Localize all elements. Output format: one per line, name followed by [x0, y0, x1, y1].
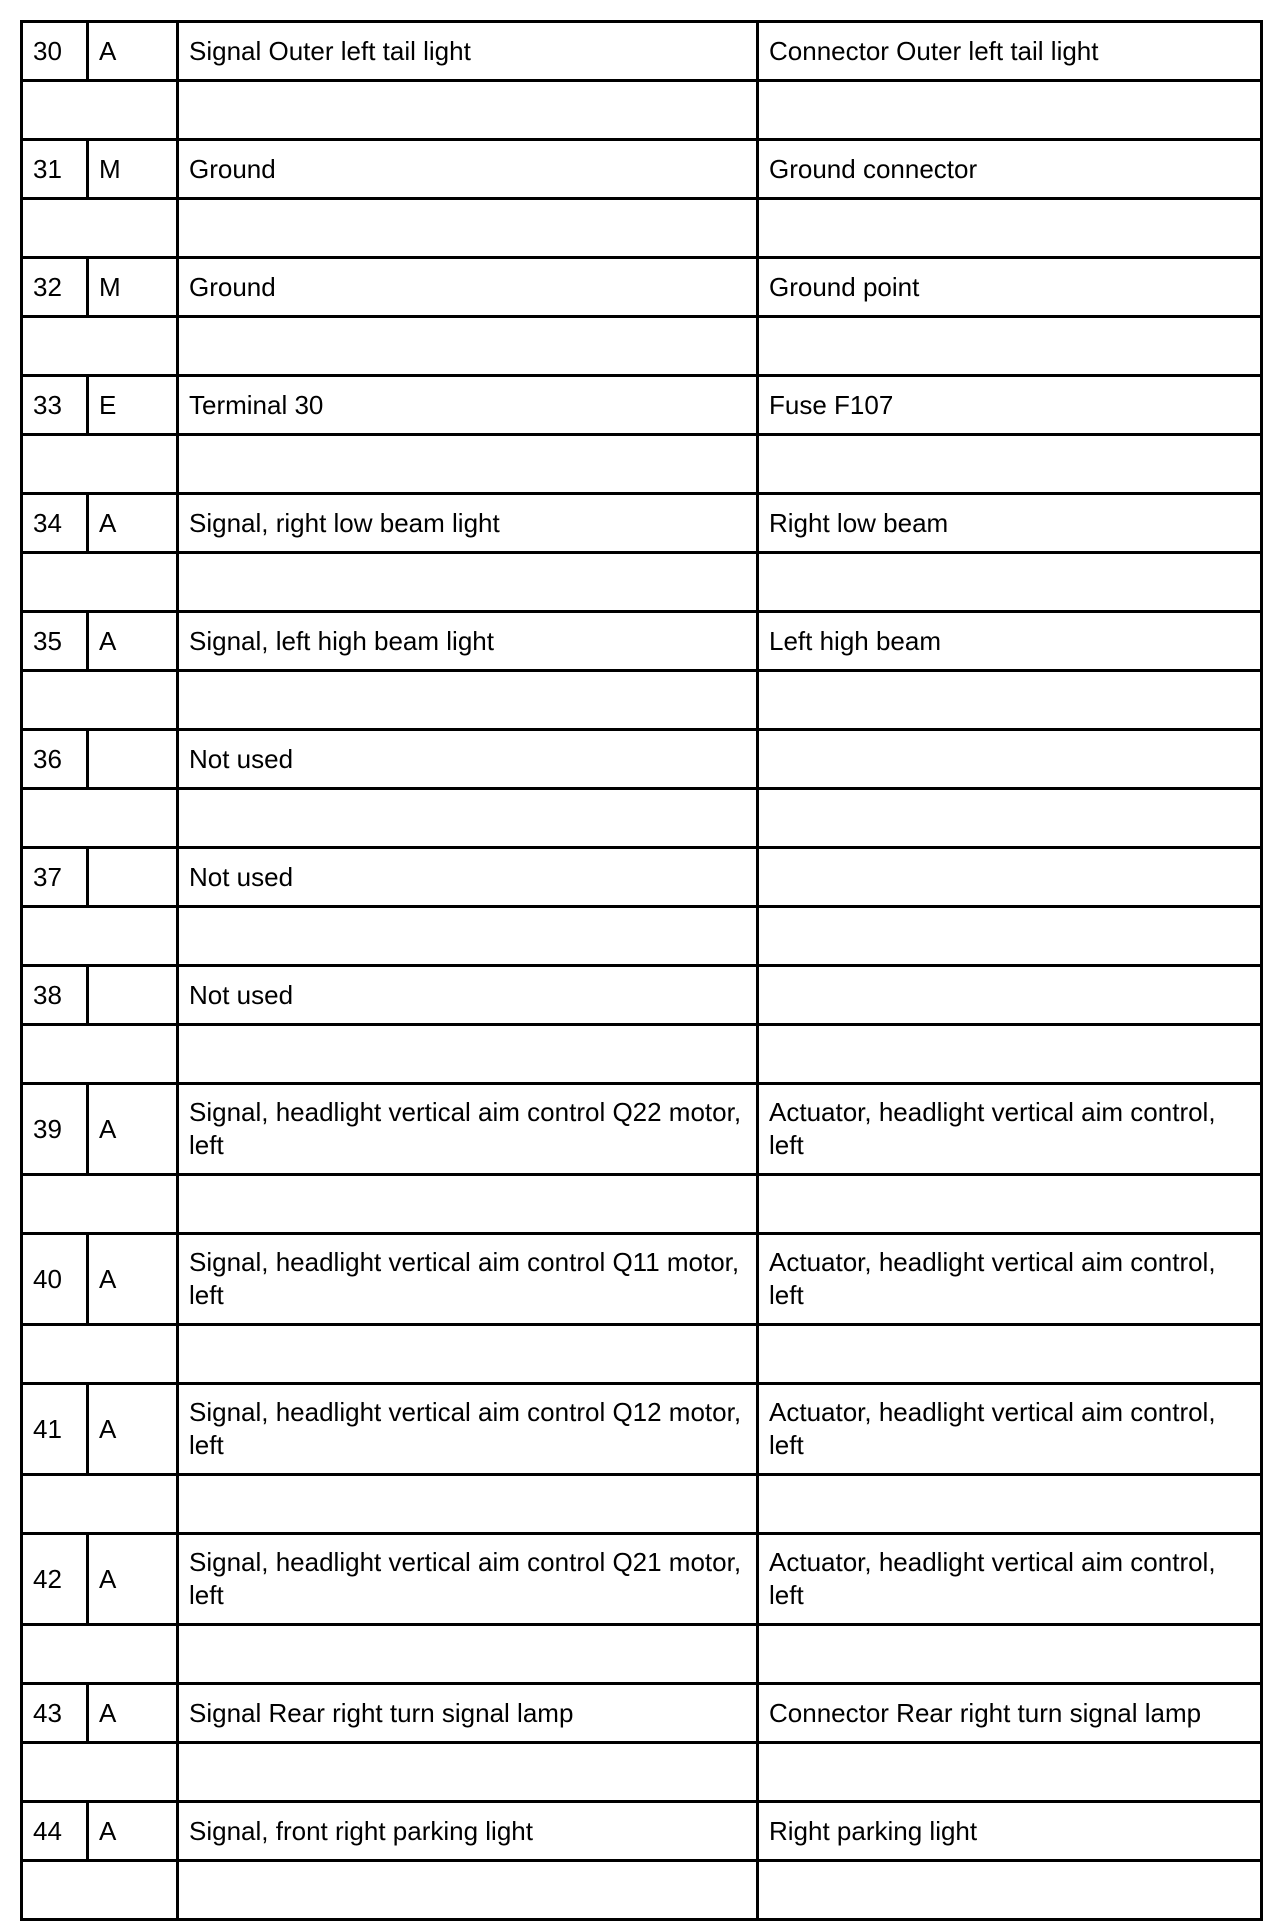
connection-cell: Right parking light	[758, 1802, 1262, 1861]
spacer-cell	[178, 907, 758, 966]
spacer-row	[22, 435, 1262, 494]
connection-cell: Actuator, headlight vertical aim control, left	[758, 1384, 1262, 1475]
spacer-cell	[758, 435, 1262, 494]
description-cell: Signal, right low beam light	[178, 494, 758, 553]
table-row	[22, 376, 1262, 435]
spacer-cell	[22, 435, 178, 494]
spacer-row	[22, 1325, 1262, 1384]
spacer-row	[22, 789, 1262, 848]
description-cell: Signal Rear right turn signal lamp	[178, 1684, 758, 1743]
description-cell: Signal, headlight vertical aim control Q12 motor, left	[178, 1384, 758, 1475]
type-cell: A	[88, 1234, 178, 1325]
type-cell: A	[88, 1534, 178, 1625]
pin-cell: 44	[22, 1802, 88, 1861]
description-cell: Ground	[178, 140, 758, 199]
spacer-cell	[22, 671, 178, 730]
type-cell: A	[88, 1684, 178, 1743]
spacer-cell	[758, 1025, 1262, 1084]
description-cell: Terminal 30	[178, 376, 758, 435]
table-row	[22, 1384, 1262, 1475]
pin-table-body	[22, 22, 1262, 1920]
spacer-cell	[22, 1475, 178, 1534]
spacer-cell	[22, 1025, 178, 1084]
type-cell: A	[88, 1802, 178, 1861]
spacer-cell	[178, 317, 758, 376]
table-row	[22, 1802, 1262, 1861]
pin-assignment-table	[20, 20, 1263, 1921]
description-cell: Not used	[178, 730, 758, 789]
spacer-cell	[758, 1175, 1262, 1234]
description-cell: Signal, headlight vertical aim control Q21 motor, left	[178, 1534, 758, 1625]
pin-cell: 35	[22, 612, 88, 671]
table-row	[22, 1234, 1262, 1325]
spacer-cell	[22, 1743, 178, 1802]
connection-cell: Actuator, headlight vertical aim control, left	[758, 1534, 1262, 1625]
spacer-cell	[758, 553, 1262, 612]
type-cell: M	[88, 258, 178, 317]
spacer-cell	[758, 1861, 1262, 1920]
spacer-row	[22, 1861, 1262, 1920]
spacer-cell	[178, 435, 758, 494]
spacer-cell	[22, 553, 178, 612]
description-cell: Signal Outer left tail light	[178, 22, 758, 81]
spacer-cell	[758, 81, 1262, 140]
connection-cell: Actuator, headlight vertical aim control, left	[758, 1234, 1262, 1325]
type-cell	[88, 848, 178, 907]
description-cell: Not used	[178, 848, 758, 907]
spacer-cell	[22, 789, 178, 848]
table-row	[22, 966, 1262, 1025]
description-cell: Not used	[178, 966, 758, 1025]
table-row	[22, 494, 1262, 553]
pin-cell: 34	[22, 494, 88, 553]
connection-cell: Connector Rear right turn signal lamp	[758, 1684, 1262, 1743]
spacer-cell	[178, 1325, 758, 1384]
spacer-cell	[22, 1325, 178, 1384]
spacer-cell	[758, 1325, 1262, 1384]
table-row	[22, 1534, 1262, 1625]
description-cell: Signal, headlight vertical aim control Q22 motor, left	[178, 1084, 758, 1175]
table-row	[22, 848, 1262, 907]
spacer-cell	[178, 1175, 758, 1234]
pin-cell: 36	[22, 730, 88, 789]
spacer-cell	[22, 199, 178, 258]
spacer-cell	[178, 671, 758, 730]
spacer-cell	[178, 1025, 758, 1084]
pin-cell: 39	[22, 1084, 88, 1175]
spacer-cell	[178, 1743, 758, 1802]
connection-cell: Ground point	[758, 258, 1262, 317]
description-cell: Signal, front right parking light	[178, 1802, 758, 1861]
description-cell: Ground	[178, 258, 758, 317]
spacer-row	[22, 81, 1262, 140]
spacer-row	[22, 553, 1262, 612]
pin-cell: 40	[22, 1234, 88, 1325]
connection-cell: Right low beam	[758, 494, 1262, 553]
connection-cell	[758, 848, 1262, 907]
spacer-cell	[22, 1861, 178, 1920]
connection-cell	[758, 730, 1262, 789]
spacer-cell	[178, 1625, 758, 1684]
spacer-cell	[758, 789, 1262, 848]
connection-cell: Fuse F107	[758, 376, 1262, 435]
spacer-cell	[758, 1743, 1262, 1802]
table-row	[22, 140, 1262, 199]
table-row	[22, 22, 1262, 81]
spacer-row	[22, 671, 1262, 730]
spacer-row	[22, 907, 1262, 966]
type-cell: A	[88, 22, 178, 81]
type-cell: A	[88, 612, 178, 671]
spacer-cell	[758, 907, 1262, 966]
table-row	[22, 258, 1262, 317]
pin-cell: 41	[22, 1384, 88, 1475]
pin-cell: 31	[22, 140, 88, 199]
table-row	[22, 730, 1262, 789]
connection-cell: Connector Outer left tail light	[758, 22, 1262, 81]
spacer-cell	[178, 1475, 758, 1534]
spacer-cell	[22, 81, 178, 140]
spacer-row	[22, 1625, 1262, 1684]
spacer-cell	[758, 671, 1262, 730]
spacer-row	[22, 1743, 1262, 1802]
description-cell: Signal, left high beam light	[178, 612, 758, 671]
type-cell	[88, 966, 178, 1025]
table-row	[22, 1684, 1262, 1743]
spacer-cell	[178, 789, 758, 848]
connection-cell	[758, 966, 1262, 1025]
spacer-cell	[22, 317, 178, 376]
spacer-cell	[178, 553, 758, 612]
pin-cell: 43	[22, 1684, 88, 1743]
pin-cell: 42	[22, 1534, 88, 1625]
description-cell: Signal, headlight vertical aim control Q11 motor, left	[178, 1234, 758, 1325]
spacer-cell	[178, 199, 758, 258]
pin-cell: 33	[22, 376, 88, 435]
table-row	[22, 1084, 1262, 1175]
type-cell: A	[88, 494, 178, 553]
type-cell: A	[88, 1084, 178, 1175]
connection-cell: Ground connector	[758, 140, 1262, 199]
spacer-row	[22, 1475, 1262, 1534]
pin-cell: 37	[22, 848, 88, 907]
pin-cell: 32	[22, 258, 88, 317]
pin-cell: 38	[22, 966, 88, 1025]
connection-cell: Left high beam	[758, 612, 1262, 671]
spacer-cell	[758, 199, 1262, 258]
spacer-row	[22, 1025, 1262, 1084]
type-cell: E	[88, 376, 178, 435]
spacer-row	[22, 199, 1262, 258]
spacer-cell	[22, 907, 178, 966]
type-cell: A	[88, 1384, 178, 1475]
spacer-cell	[758, 1625, 1262, 1684]
spacer-cell	[758, 317, 1262, 376]
type-cell	[88, 730, 178, 789]
spacer-cell	[758, 1475, 1262, 1534]
spacer-row	[22, 317, 1262, 376]
spacer-cell	[178, 81, 758, 140]
spacer-cell	[22, 1625, 178, 1684]
connection-cell: Actuator, headlight vertical aim control, left	[758, 1084, 1262, 1175]
pin-cell: 30	[22, 22, 88, 81]
type-cell: M	[88, 140, 178, 199]
spacer-cell	[22, 1175, 178, 1234]
spacer-row	[22, 1175, 1262, 1234]
spacer-cell	[178, 1861, 758, 1920]
table-row	[22, 612, 1262, 671]
